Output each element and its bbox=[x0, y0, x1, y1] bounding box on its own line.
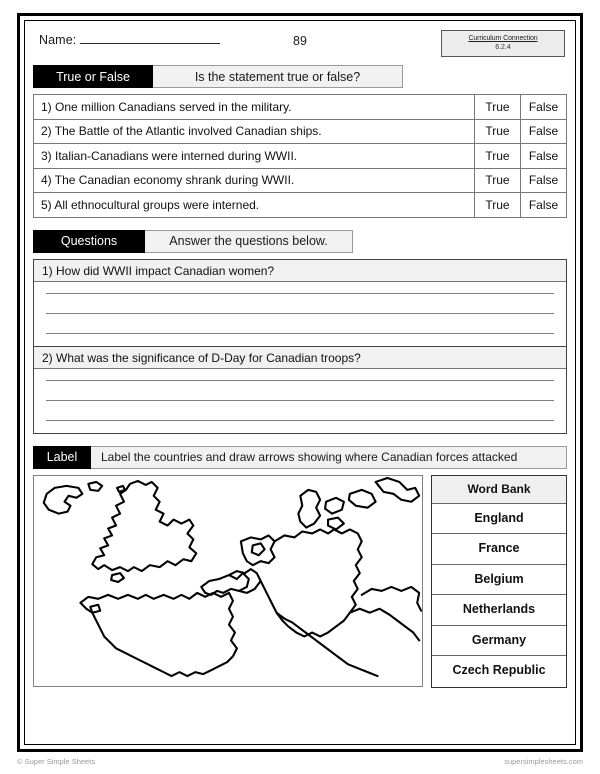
word-bank-title: Word Bank bbox=[432, 476, 566, 504]
answer-area[interactable] bbox=[34, 282, 566, 347]
worksheet-content bbox=[25, 21, 575, 744]
answer-line[interactable] bbox=[46, 313, 554, 314]
true-false-table-body bbox=[34, 95, 567, 218]
tf-option-true[interactable]: True bbox=[475, 119, 521, 144]
tf-statement: 2) The Battle of the Atlantic involved Canadian ships. bbox=[34, 119, 475, 144]
questions-tag: Questions bbox=[33, 230, 145, 253]
word-bank-item-belgium[interactable]: Belgium bbox=[432, 565, 566, 596]
page-inner-border bbox=[24, 20, 576, 745]
curriculum-connection-title: Curriculum Connection bbox=[468, 35, 538, 43]
true-false-table bbox=[33, 94, 567, 218]
table-row bbox=[34, 95, 567, 120]
tf-option-false[interactable]: False bbox=[521, 119, 567, 144]
label-prompt: Label the countries and draw arrows showing where Canadian forces attacked bbox=[91, 446, 567, 469]
answer-line[interactable] bbox=[46, 333, 554, 334]
page-outer-border bbox=[17, 13, 583, 752]
tf-option-true[interactable]: True bbox=[475, 168, 521, 193]
page-footer bbox=[17, 757, 583, 766]
table-row bbox=[34, 119, 567, 144]
question-text: 2) What was the significance of D-Day for Canadian troops? bbox=[34, 347, 566, 369]
tf-option-false[interactable]: False bbox=[521, 95, 567, 120]
table-row bbox=[34, 193, 567, 218]
name-input-blank[interactable] bbox=[80, 33, 220, 44]
word-bank-item-netherlands[interactable]: Netherlands bbox=[432, 595, 566, 626]
label-tag: Label bbox=[33, 446, 91, 469]
question-text: 1) How did WWII impact Canadian women? bbox=[34, 260, 566, 282]
questions-block bbox=[33, 259, 567, 434]
answer-area[interactable] bbox=[34, 369, 566, 433]
word-bank-item-england[interactable]: England bbox=[432, 504, 566, 535]
tf-option-false[interactable]: False bbox=[521, 168, 567, 193]
word-bank-item-germany[interactable]: Germany bbox=[432, 626, 566, 657]
tf-statement: 3) Italian-Canadians were interned during WWII. bbox=[34, 144, 475, 169]
worksheet-header bbox=[33, 27, 567, 60]
label-banner bbox=[33, 446, 567, 469]
true-false-prompt: Is the statement true or false? bbox=[153, 65, 403, 88]
curriculum-connection-badge bbox=[441, 30, 565, 57]
word-bank bbox=[431, 475, 567, 688]
true-false-banner bbox=[33, 65, 567, 88]
answer-line[interactable] bbox=[46, 380, 554, 381]
word-bank-item-czech-republic[interactable]: Czech Republic bbox=[452, 663, 546, 677]
tf-statement: 5) All ethnocultural groups were interned. bbox=[34, 193, 475, 218]
name-field[interactable] bbox=[33, 27, 220, 47]
word-bank-item-france[interactable]: France bbox=[432, 534, 566, 565]
table-row bbox=[34, 168, 567, 193]
answer-line[interactable] bbox=[46, 420, 554, 421]
tf-statement: 1) One million Canadians served in the military. bbox=[34, 95, 475, 120]
table-row bbox=[34, 144, 567, 169]
questions-prompt: Answer the questions below. bbox=[145, 230, 353, 253]
map-outline-icon bbox=[34, 476, 422, 686]
europe-map[interactable] bbox=[33, 475, 423, 687]
tf-option-true[interactable]: True bbox=[475, 144, 521, 169]
copyright-text: © Super Simple Sheets bbox=[17, 757, 96, 766]
tf-statement: 4) The Canadian economy shrank during WWII. bbox=[34, 168, 475, 193]
questions-banner bbox=[33, 230, 567, 253]
tf-option-false[interactable]: False bbox=[521, 144, 567, 169]
page-number: 89 bbox=[293, 34, 307, 48]
label-activity-area bbox=[33, 475, 567, 688]
curriculum-connection-code: 6.2.4 bbox=[495, 43, 511, 51]
tf-option-true[interactable]: True bbox=[475, 193, 521, 218]
answer-line[interactable] bbox=[46, 400, 554, 401]
name-label: Name: bbox=[39, 33, 77, 47]
website-text: supersimplesheets.com bbox=[504, 757, 583, 766]
tf-option-true[interactable]: True bbox=[475, 95, 521, 120]
true-false-tag: True or False bbox=[33, 65, 153, 88]
tf-option-false[interactable]: False bbox=[521, 193, 567, 218]
answer-line[interactable] bbox=[46, 293, 554, 294]
